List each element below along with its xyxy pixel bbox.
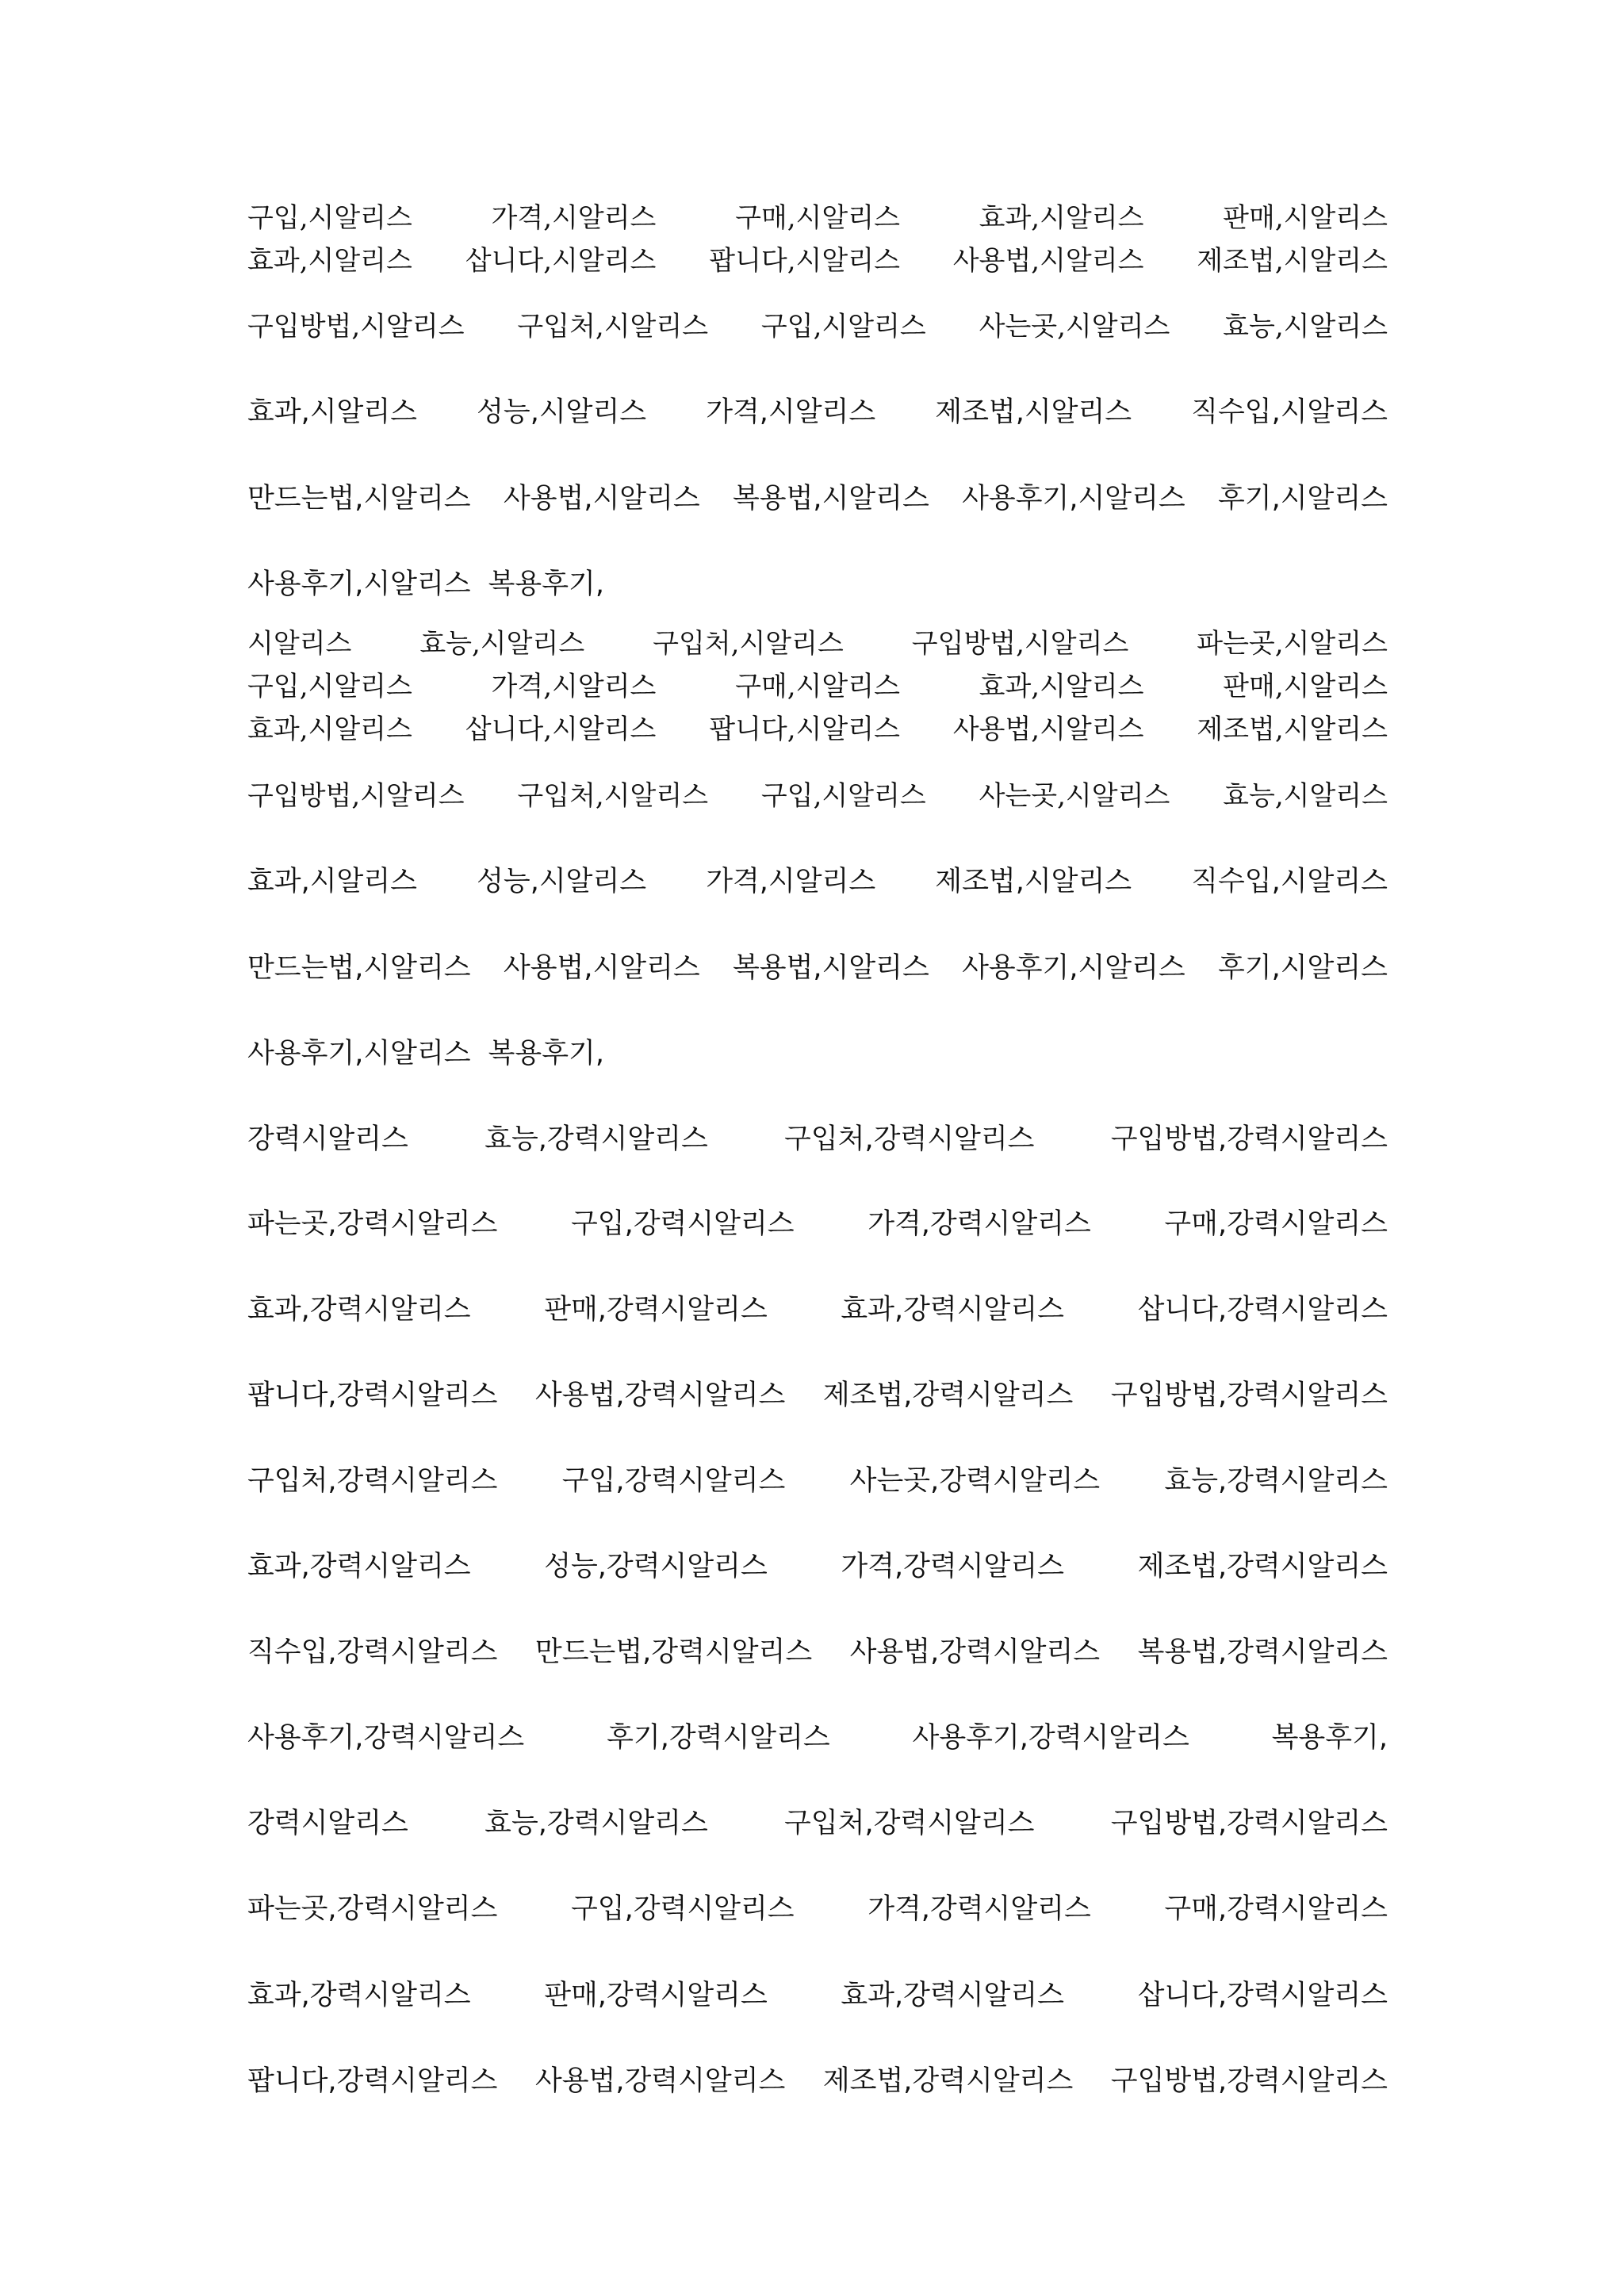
keyword-text: 효과,강력시알리스 xyxy=(247,1551,471,1582)
keyword-text: 구입방법,시알리스 xyxy=(247,311,465,342)
keyword-text: 구입,강력시알리스 xyxy=(571,1893,795,1925)
text-line xyxy=(247,673,1388,700)
keyword-text: 사는곳,시알리스 xyxy=(979,311,1170,342)
keyword-text: 구입처,시알리스 xyxy=(653,628,844,660)
keyword-text: 제조법,시알리스 xyxy=(935,866,1132,897)
keyword-text: 판매,강력시알리스 xyxy=(544,1294,768,1326)
keyword-text: 구입,시알리스 xyxy=(760,311,926,342)
keyword-text: 구입처,강력시알리스 xyxy=(784,1123,1035,1155)
keyword-text: 구입처,시알리스 xyxy=(517,780,709,812)
keyword-text: 제조법,시알리스 xyxy=(935,396,1132,428)
keyword-text: 효과,시알리스 xyxy=(247,396,417,428)
keyword-text: 구입방법,강력시알리스 xyxy=(1110,1808,1388,1839)
keyword-text: 구입,시알리스 xyxy=(247,202,412,234)
keyword-text: 구입처,강력시알리스 xyxy=(784,1808,1035,1839)
keyword-text: 효과,시알리스 xyxy=(247,866,417,897)
text-line xyxy=(247,396,1388,428)
keyword-text: 사는곳,강력시알리스 xyxy=(849,1465,1101,1497)
keyword-text: 구입처,강력시알리스 xyxy=(247,1465,498,1497)
keyword-text: 팝니다,시알리스 xyxy=(709,714,900,745)
keyword-text: 효능,강력시알리스 xyxy=(1164,1465,1388,1497)
text-line xyxy=(247,952,1388,984)
keyword-text: 직수입,시알리스 xyxy=(1191,866,1388,897)
keyword-text: 후기,시알리스 xyxy=(1218,483,1388,515)
text-line xyxy=(247,1636,1388,1668)
keyword-text: 직수입,시알리스 xyxy=(1191,396,1388,428)
keyword-text: 직수입,강력시알리스 xyxy=(247,1636,498,1668)
keyword-text: 사용후기,강력시알리스 xyxy=(247,1722,525,1754)
keyword-text: 구입,강력시알리스 xyxy=(571,1208,795,1240)
text-line xyxy=(247,868,1388,896)
keyword-text: 제조법,시알리스 xyxy=(1197,714,1388,745)
keyword-text: 효능,시알리스 xyxy=(1223,780,1388,812)
text-line xyxy=(247,1810,1388,1838)
keyword-text: 구입방법,강력시알리스 xyxy=(1110,1123,1388,1155)
text-line xyxy=(247,1123,1388,1155)
keyword-text: 시알리스 xyxy=(247,628,352,660)
keyword-text: 구매,시알리스 xyxy=(735,671,900,702)
keyword-text: 판매,시알리스 xyxy=(1223,671,1388,702)
keyword-text: 효과,강력시알리스 xyxy=(841,1980,1064,2011)
keyword-text: 복용후기, xyxy=(488,568,604,600)
keyword-text: 가격,시알리스 xyxy=(491,202,657,234)
keyword-text: 효능,강력시알리스 xyxy=(485,1808,708,1839)
keyword-text: 팝니다,시알리스 xyxy=(709,245,900,277)
keyword-text: 효과,강력시알리스 xyxy=(841,1294,1064,1326)
keyword-text: 팝니다,강력시알리스 xyxy=(247,2065,498,2097)
keyword-text: 삽니다,시알리스 xyxy=(465,714,657,745)
keyword-text: 사용법,강력시알리스 xyxy=(534,1380,786,1411)
keyword-text: 강력시알리스 xyxy=(247,1123,408,1155)
keyword-text: 제조법,시알리스 xyxy=(1197,245,1388,277)
keyword-text: 파는곳,시알리스 xyxy=(1197,628,1388,660)
keyword-text: 효능,강력시알리스 xyxy=(485,1123,708,1155)
keyword-text: 구입처,시알리스 xyxy=(517,311,709,342)
keyword-text: 복용후기, xyxy=(488,1038,604,1070)
keyword-text: 사용법,시알리스 xyxy=(503,952,700,984)
keyword-text: 구입방법,강력시알리스 xyxy=(1110,2065,1388,2097)
keyword-text: 사용법,시알리스 xyxy=(952,245,1144,277)
keyword-text: 삽니다,시알리스 xyxy=(465,245,657,277)
text-line xyxy=(247,716,1388,743)
keyword-text: 제조법,강력시알리스 xyxy=(1137,1551,1388,1582)
keyword-text: 구입,강력시알리스 xyxy=(561,1465,786,1497)
keyword-text: 판매,시알리스 xyxy=(1223,202,1388,234)
text-line xyxy=(247,485,1388,513)
text-line xyxy=(247,1382,1388,1410)
keyword-text: 구매,시알리스 xyxy=(735,202,900,234)
keyword-text: 사용법,강력시알리스 xyxy=(534,2065,786,2097)
keyword-text: 사용법,강력시알리스 xyxy=(849,1636,1101,1668)
keyword-text: 효과,시알리스 xyxy=(979,202,1144,234)
text-line xyxy=(247,1553,1388,1581)
keyword-text: 복용법,시알리스 xyxy=(733,483,929,515)
keyword-text: 구입방법,강력시알리스 xyxy=(1110,1380,1388,1411)
keyword-text: 효과,강력시알리스 xyxy=(247,1294,471,1326)
keyword-text: 만드는법,시알리스 xyxy=(247,483,471,515)
text-line xyxy=(247,313,1388,340)
keyword-text: 사용후기,강력시알리스 xyxy=(912,1722,1189,1754)
keyword-text: 삽니다,강력시알리스 xyxy=(1137,1980,1388,2011)
text-line xyxy=(247,780,1388,812)
keyword-text: 제조법,강력시알리스 xyxy=(822,2065,1074,2097)
keyword-text: 효과,시알리스 xyxy=(979,671,1144,702)
keyword-text: 구매,강력시알리스 xyxy=(1164,1208,1388,1240)
text-line xyxy=(247,1208,1388,1240)
keyword-text: 가격,강력시알리스 xyxy=(868,1893,1091,1925)
keyword-text: 효능,시알리스 xyxy=(1223,311,1388,342)
keyword-text: 구입,시알리스 xyxy=(247,671,412,702)
text-line xyxy=(247,1893,1388,1925)
keyword-text: 복용법,시알리스 xyxy=(733,952,929,984)
text-line xyxy=(247,628,1388,660)
text-line xyxy=(247,1724,1388,1752)
keyword-text: 가격,강력시알리스 xyxy=(868,1208,1091,1240)
keyword-text: 만드는법,강력시알리스 xyxy=(534,1636,813,1668)
keyword-text: 가격,시알리스 xyxy=(491,671,657,702)
keyword-text: 성능,시알리스 xyxy=(477,866,647,897)
keyword-text: 구입,시알리스 xyxy=(760,780,926,812)
keyword-text: 제조법,강력시알리스 xyxy=(822,1380,1074,1411)
keyword-text: 사는곳,시알리스 xyxy=(979,780,1170,812)
text-line xyxy=(247,1296,1388,1324)
keyword-text: 사용법,시알리스 xyxy=(952,714,1144,745)
keyword-text: 효능,시알리스 xyxy=(419,628,585,660)
text-line xyxy=(247,568,1388,600)
keyword-text: 구매,강력시알리스 xyxy=(1164,1893,1388,1925)
keyword-text: 삽니다,강력시알리스 xyxy=(1137,1294,1388,1326)
keyword-text: 팝니다,강력시알리스 xyxy=(247,1380,498,1411)
keyword-text: 파는곳,강력시알리스 xyxy=(247,1893,498,1925)
text-line xyxy=(247,1040,1388,1068)
keyword-text: 가격,시알리스 xyxy=(706,866,876,897)
keyword-text: 구입방법,시알리스 xyxy=(911,628,1129,660)
text-line xyxy=(247,245,1388,277)
text-line xyxy=(247,202,1388,234)
keyword-text: 사용후기,시알리스 xyxy=(247,1038,471,1070)
keyword-text: 강력시알리스 xyxy=(247,1808,408,1839)
keyword-text: 효과,시알리스 xyxy=(247,245,412,277)
keyword-text: 후기,시알리스 xyxy=(1218,952,1388,984)
keyword-text: 구입방법,시알리스 xyxy=(247,780,465,812)
keyword-text: 효과,시알리스 xyxy=(247,714,412,745)
text-line xyxy=(247,1465,1388,1497)
keyword-text: 사용후기,시알리스 xyxy=(247,568,471,600)
text-line xyxy=(247,2065,1388,2097)
keyword-text: 사용후기,시알리스 xyxy=(962,952,1185,984)
keyword-text: 사용법,시알리스 xyxy=(503,483,700,515)
text-line xyxy=(247,1982,1388,2010)
keyword-text: 효과,강력시알리스 xyxy=(247,1980,471,2011)
keyword-text: 성능,시알리스 xyxy=(477,396,647,428)
keyword-text: 복용후기, xyxy=(1271,1722,1388,1754)
keyword-text: 판매,강력시알리스 xyxy=(544,1980,768,2011)
keyword-text: 후기,강력시알리스 xyxy=(607,1722,830,1754)
keyword-text: 복용법,강력시알리스 xyxy=(1137,1636,1388,1668)
keyword-text: 사용후기,시알리스 xyxy=(962,483,1185,515)
keyword-text: 만드는법,시알리스 xyxy=(247,952,471,984)
keyword-text: 파는곳,강력시알리스 xyxy=(247,1208,498,1240)
keyword-text: 성능,강력시알리스 xyxy=(544,1551,768,1582)
keyword-text: 가격,시알리스 xyxy=(706,396,876,428)
keyword-text: 가격,강력시알리스 xyxy=(841,1551,1064,1582)
